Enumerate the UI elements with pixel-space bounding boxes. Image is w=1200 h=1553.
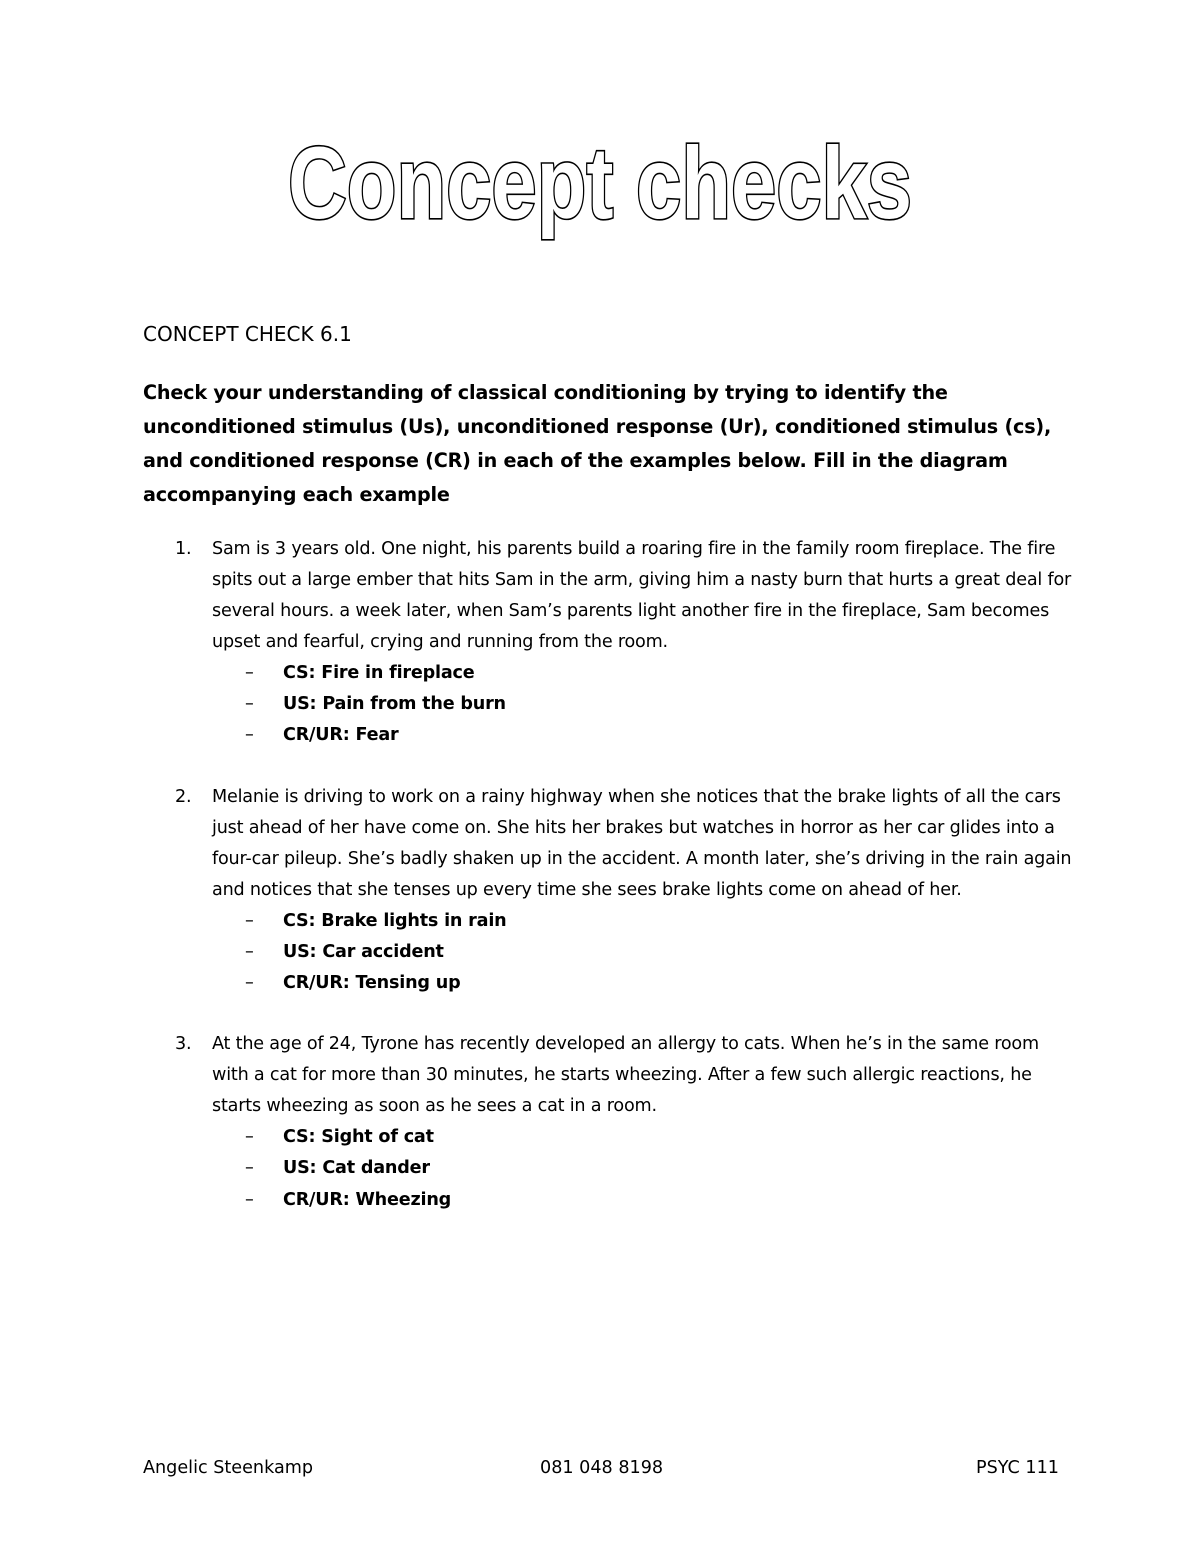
document-body xyxy=(143,322,1073,1216)
question-text: Melanie is driving to work on a rainy highway when she notices that the brake lights of all the cars just ahead of her have come on. She hits her brakes but watches in horror as her car glides into a four-car pileup. She’s badly shaken up in the accident. A month later, she’s driving in the rain again and notices that she tenses up every time she sees brake lights come on ahead of her. xyxy=(212,786,1072,900)
answer-text: CR/UR: Fear xyxy=(283,725,399,746)
list-dash: – xyxy=(245,910,254,931)
answer-list xyxy=(212,1122,1073,1216)
answer-text: US: Pain from the burn xyxy=(283,694,506,715)
answer-text: CR/UR: Tensing up xyxy=(283,973,461,994)
answer-item xyxy=(212,658,1073,689)
answer-text: US: Cat dander xyxy=(283,1158,430,1179)
answer-text: CS: Fire in fireplace xyxy=(283,663,475,683)
question-number: 3. xyxy=(175,1034,192,1055)
question-item xyxy=(143,534,1073,752)
question-text: Sam is 3 years old. One night, his parents build a roaring fire in the family room fireplace. The fire spits out a large ember that hits Sam in the arm, giving him a nasty burn that hurts a great deal for several hours. a week later, when Sam’s parents light another fire in the fireplace, Sam becomes upset and fearful, crying and running from the room. xyxy=(212,539,1072,652)
footer-author: Angelic Steenkamp xyxy=(143,1458,314,1478)
answer-item xyxy=(212,906,1073,937)
answer-list xyxy=(212,658,1073,752)
answer-text: CS: Sight of cat xyxy=(283,1127,434,1148)
list-dash: – xyxy=(245,663,254,683)
answer-item xyxy=(212,1122,1073,1153)
question-item xyxy=(143,1029,1073,1216)
instructions: Check your understanding of classical conditioning by trying to identify the unconditioned stimulus (Us), unconditioned response (Ur), conditioned stimulus (cs), and conditioned response (CR) in each of the examples below. Fill in the diagram accompanying each example xyxy=(143,381,1052,506)
list-dash: – xyxy=(245,694,254,715)
footer-phone: 081 048 8198 xyxy=(540,1458,664,1478)
answer-list xyxy=(212,906,1073,1000)
list-dash: – xyxy=(245,1189,254,1210)
answer-item xyxy=(212,689,1073,720)
list-dash: – xyxy=(245,973,254,994)
answer-item xyxy=(212,937,1073,968)
answer-item xyxy=(212,968,1073,999)
list-dash: – xyxy=(245,1158,254,1179)
question-number: 1. xyxy=(175,539,192,559)
title-banner xyxy=(0,128,1200,258)
page-title: Concept checks xyxy=(288,128,912,240)
answer-text: US: Car accident xyxy=(283,941,444,962)
answer-item xyxy=(212,720,1073,751)
list-dash: – xyxy=(245,725,254,746)
answer-text: CR/UR: Wheezing xyxy=(283,1189,452,1210)
answer-text: CS: Brake lights in rain xyxy=(283,910,507,931)
question-item xyxy=(143,782,1073,1000)
page-footer xyxy=(143,1458,1059,1488)
footer-course: PSYC 111 xyxy=(975,1458,1059,1478)
list-dash: – xyxy=(245,1127,254,1148)
list-dash: – xyxy=(245,941,254,962)
question-number: 2. xyxy=(175,786,192,807)
section-heading: CONCEPT CHECK 6.1 xyxy=(143,322,352,346)
answer-item xyxy=(212,1185,1073,1216)
question-text: At the age of 24, Tyrone has recently developed an allergy to cats. When he’s in the same room with a cat for more than 30 minutes, he starts wheezing. After a few such allergic reactions, he starts wheezing as soon as he sees a cat in a room. xyxy=(212,1034,1039,1117)
answer-item xyxy=(212,1153,1073,1184)
